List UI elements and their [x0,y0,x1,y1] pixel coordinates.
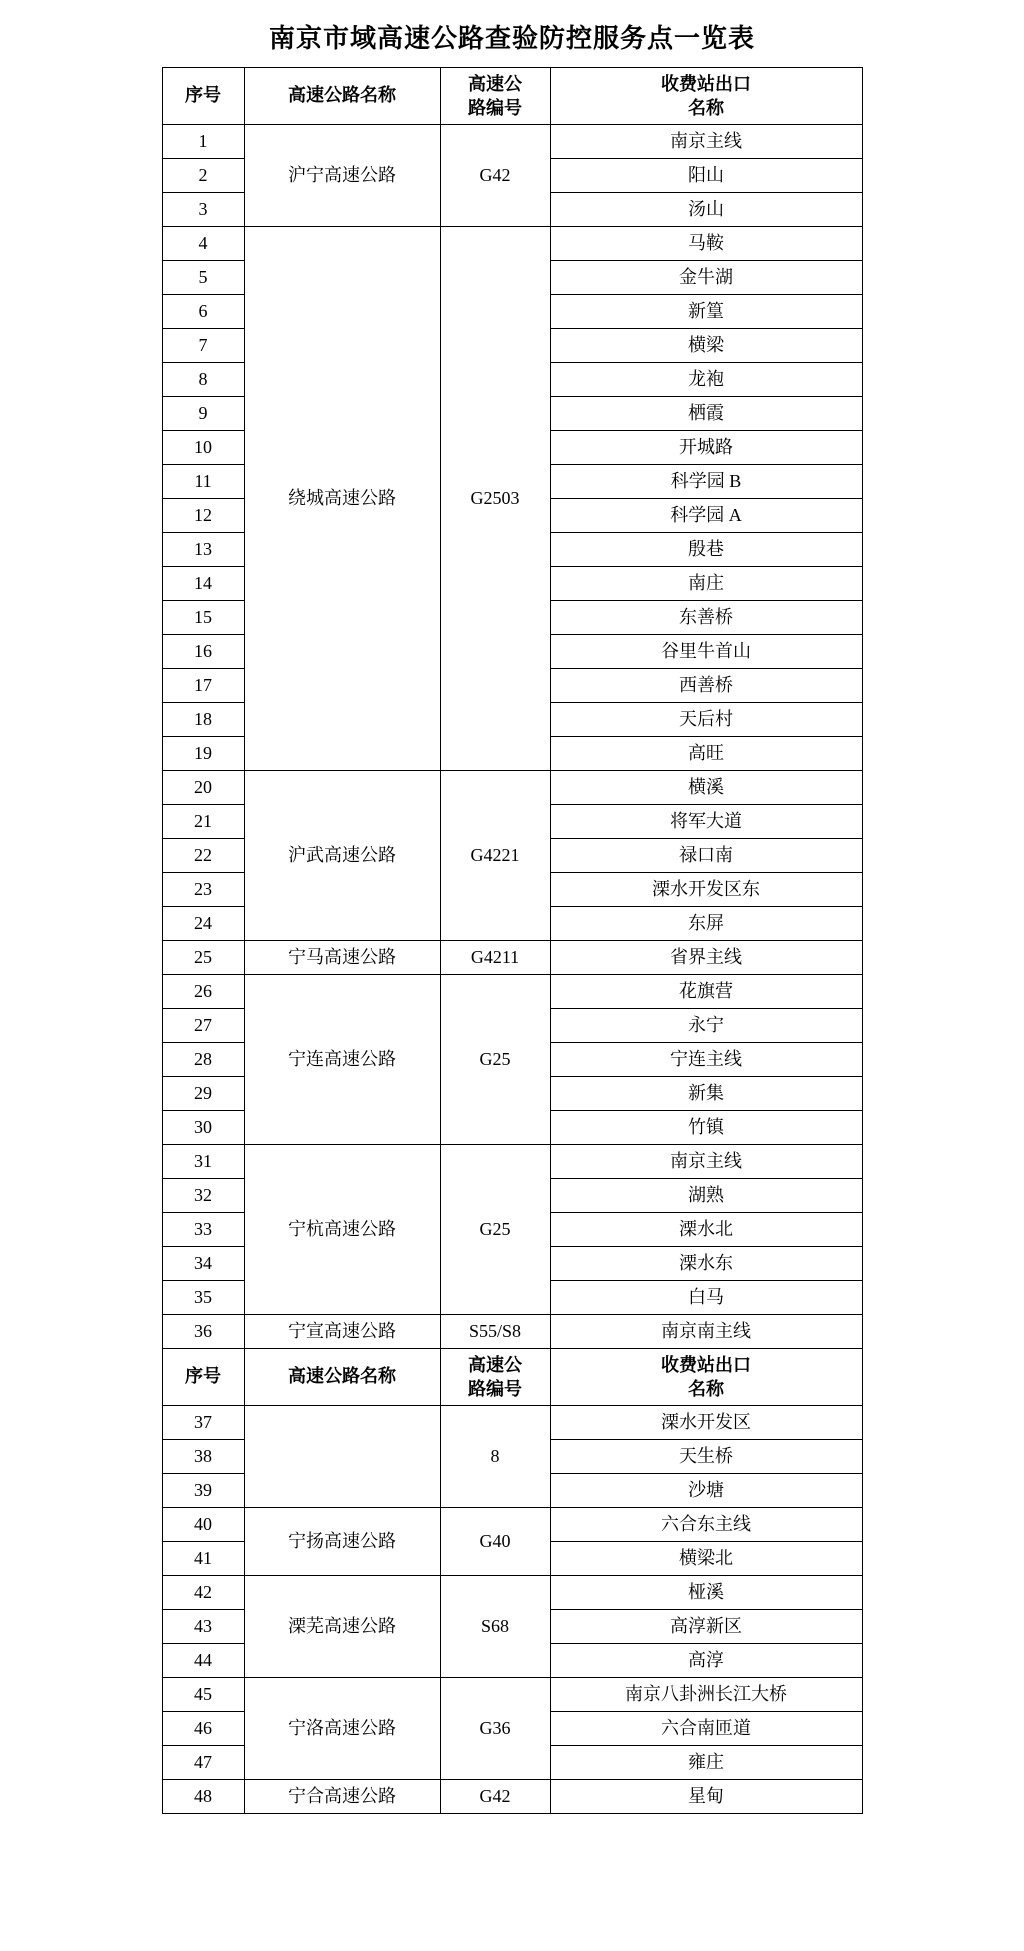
cell-no: 6 [162,295,244,329]
cell-no: 37 [162,1406,244,1440]
table-container [0,67,1024,1814]
cell-exit-name: 禄口南 [550,839,862,873]
cell-exit-name: 南京南主线 [550,1315,862,1349]
cell-exit-name: 沙塘 [550,1474,862,1508]
cell-no: 15 [162,601,244,635]
cell-exit-name: 星甸 [550,1780,862,1814]
cell-no: 17 [162,669,244,703]
cell-no: 43 [162,1610,244,1644]
cell-no: 30 [162,1111,244,1145]
table-row [162,1508,862,1542]
cell-no: 34 [162,1247,244,1281]
cell-no: 35 [162,1281,244,1315]
cell-exit-name: 新篁 [550,295,862,329]
cell-road-code: G4221 [440,771,550,941]
table-row [162,1145,862,1179]
cell-exit-name: 南京主线 [550,1145,862,1179]
table-header-row [162,1349,862,1406]
cell-road-code: G4211 [440,941,550,975]
cell-exit-name: 阳山 [550,159,862,193]
table-row [162,227,862,261]
cell-exit-name: 南京主线 [550,125,862,159]
cell-road-code: 8 [440,1406,550,1508]
cell-exit-name: 马鞍 [550,227,862,261]
table-row [162,125,862,159]
cell-road-name: 溧芜高速公路 [244,1576,440,1678]
cell-road-name: 宁宣高速公路 [244,1315,440,1349]
cell-exit-name: 高旺 [550,737,862,771]
cell-exit-name: 南庄 [550,567,862,601]
header-cell-no: 序号 [162,68,244,125]
cell-exit-name: 竹镇 [550,1111,862,1145]
cell-no: 3 [162,193,244,227]
cell-exit-name: 南京八卦洲长江大桥 [550,1678,862,1712]
header-cell-exit-name: 收费站出口 名称 [550,1349,862,1406]
table-row [162,1576,862,1610]
cell-exit-name: 天生桥 [550,1440,862,1474]
cell-no: 8 [162,363,244,397]
cell-no: 45 [162,1678,244,1712]
cell-no: 13 [162,533,244,567]
header-cell-road-code: 高速公 路编号 [440,68,550,125]
cell-no: 14 [162,567,244,601]
table-row [162,771,862,805]
cell-road-name: 绕城高速公路 [244,227,440,771]
cell-exit-name: 横梁 [550,329,862,363]
cell-exit-name: 谷里牛首山 [550,635,862,669]
cell-exit-name: 溧水北 [550,1213,862,1247]
cell-no: 44 [162,1644,244,1678]
cell-road-name: 宁马高速公路 [244,941,440,975]
table-row [162,1315,862,1349]
cell-exit-name: 开城路 [550,431,862,465]
table-row [162,1406,862,1440]
cell-road-name: 宁合高速公路 [244,1780,440,1814]
cell-no: 28 [162,1043,244,1077]
cell-exit-name: 科学园 A [550,499,862,533]
cell-exit-name: 六合南匝道 [550,1712,862,1746]
cell-exit-name: 省界主线 [550,941,862,975]
cell-road-code: G42 [440,125,550,227]
cell-exit-name: 桠溪 [550,1576,862,1610]
cell-exit-name: 溧水开发区东 [550,873,862,907]
cell-no: 47 [162,1746,244,1780]
cell-no: 18 [162,703,244,737]
cell-exit-name: 花旗营 [550,975,862,1009]
table-row [162,975,862,1009]
cell-road-name [244,1406,440,1508]
cell-no: 48 [162,1780,244,1814]
cell-no: 25 [162,941,244,975]
cell-no: 2 [162,159,244,193]
cell-exit-name: 龙袍 [550,363,862,397]
cell-road-name: 宁扬高速公路 [244,1508,440,1576]
cell-exit-name: 金牛湖 [550,261,862,295]
cell-no: 41 [162,1542,244,1576]
cell-no: 12 [162,499,244,533]
cell-road-name: 宁杭高速公路 [244,1145,440,1315]
highway-checkpoint-table [162,67,863,1814]
cell-no: 33 [162,1213,244,1247]
cell-exit-name: 东善桥 [550,601,862,635]
cell-no: 24 [162,907,244,941]
cell-exit-name: 西善桥 [550,669,862,703]
cell-road-code: G40 [440,1508,550,1576]
header-cell-exit-name: 收费站出口 名称 [550,68,862,125]
cell-exit-name: 横溪 [550,771,862,805]
cell-exit-name: 白马 [550,1281,862,1315]
cell-exit-name: 殷巷 [550,533,862,567]
cell-road-name: 宁连高速公路 [244,975,440,1145]
cell-no: 46 [162,1712,244,1746]
cell-exit-name: 雍庄 [550,1746,862,1780]
cell-exit-name: 新集 [550,1077,862,1111]
cell-exit-name: 永宁 [550,1009,862,1043]
table-row [162,941,862,975]
cell-no: 23 [162,873,244,907]
cell-exit-name: 汤山 [550,193,862,227]
cell-no: 26 [162,975,244,1009]
cell-no: 27 [162,1009,244,1043]
cell-no: 36 [162,1315,244,1349]
cell-exit-name: 高淳 [550,1644,862,1678]
cell-road-name: 沪武高速公路 [244,771,440,941]
cell-no: 7 [162,329,244,363]
header-cell-road-code: 高速公 路编号 [440,1349,550,1406]
cell-no: 21 [162,805,244,839]
table-header-row [162,68,862,125]
cell-exit-name: 溧水开发区 [550,1406,862,1440]
cell-no: 19 [162,737,244,771]
cell-exit-name: 溧水东 [550,1247,862,1281]
cell-exit-name: 六合东主线 [550,1508,862,1542]
cell-road-code: S55/S8 [440,1315,550,1349]
cell-no: 10 [162,431,244,465]
table-row [162,1780,862,1814]
cell-road-code: G2503 [440,227,550,771]
cell-no: 22 [162,839,244,873]
cell-no: 32 [162,1179,244,1213]
cell-no: 16 [162,635,244,669]
cell-no: 5 [162,261,244,295]
cell-exit-name: 湖熟 [550,1179,862,1213]
cell-exit-name: 高淳新区 [550,1610,862,1644]
header-cell-road-name: 高速公路名称 [244,68,440,125]
cell-road-code: G42 [440,1780,550,1814]
cell-no: 40 [162,1508,244,1542]
header-cell-road-name: 高速公路名称 [244,1349,440,1406]
cell-no: 9 [162,397,244,431]
cell-exit-name: 横梁北 [550,1542,862,1576]
cell-road-code: G25 [440,975,550,1145]
cell-no: 42 [162,1576,244,1610]
cell-exit-name: 天后村 [550,703,862,737]
cell-no: 31 [162,1145,244,1179]
cell-road-code: G25 [440,1145,550,1315]
cell-no: 1 [162,125,244,159]
cell-no: 38 [162,1440,244,1474]
cell-exit-name: 东屏 [550,907,862,941]
cell-no: 39 [162,1474,244,1508]
cell-road-code: S68 [440,1576,550,1678]
cell-road-name: 宁洛高速公路 [244,1678,440,1780]
cell-exit-name: 栖霞 [550,397,862,431]
cell-exit-name: 宁连主线 [550,1043,862,1077]
page-title: 南京市域高速公路查验防控服务点一览表 [268,23,755,53]
cell-no: 29 [162,1077,244,1111]
cell-road-name: 沪宁高速公路 [244,125,440,227]
cell-no: 20 [162,771,244,805]
cell-no: 11 [162,465,244,499]
cell-exit-name: 科学园 B [550,465,862,499]
table-row [162,1678,862,1712]
cell-road-code: G36 [440,1678,550,1780]
cell-exit-name: 将军大道 [550,805,862,839]
header-cell-no: 序号 [162,1349,244,1406]
cell-no: 4 [162,227,244,261]
